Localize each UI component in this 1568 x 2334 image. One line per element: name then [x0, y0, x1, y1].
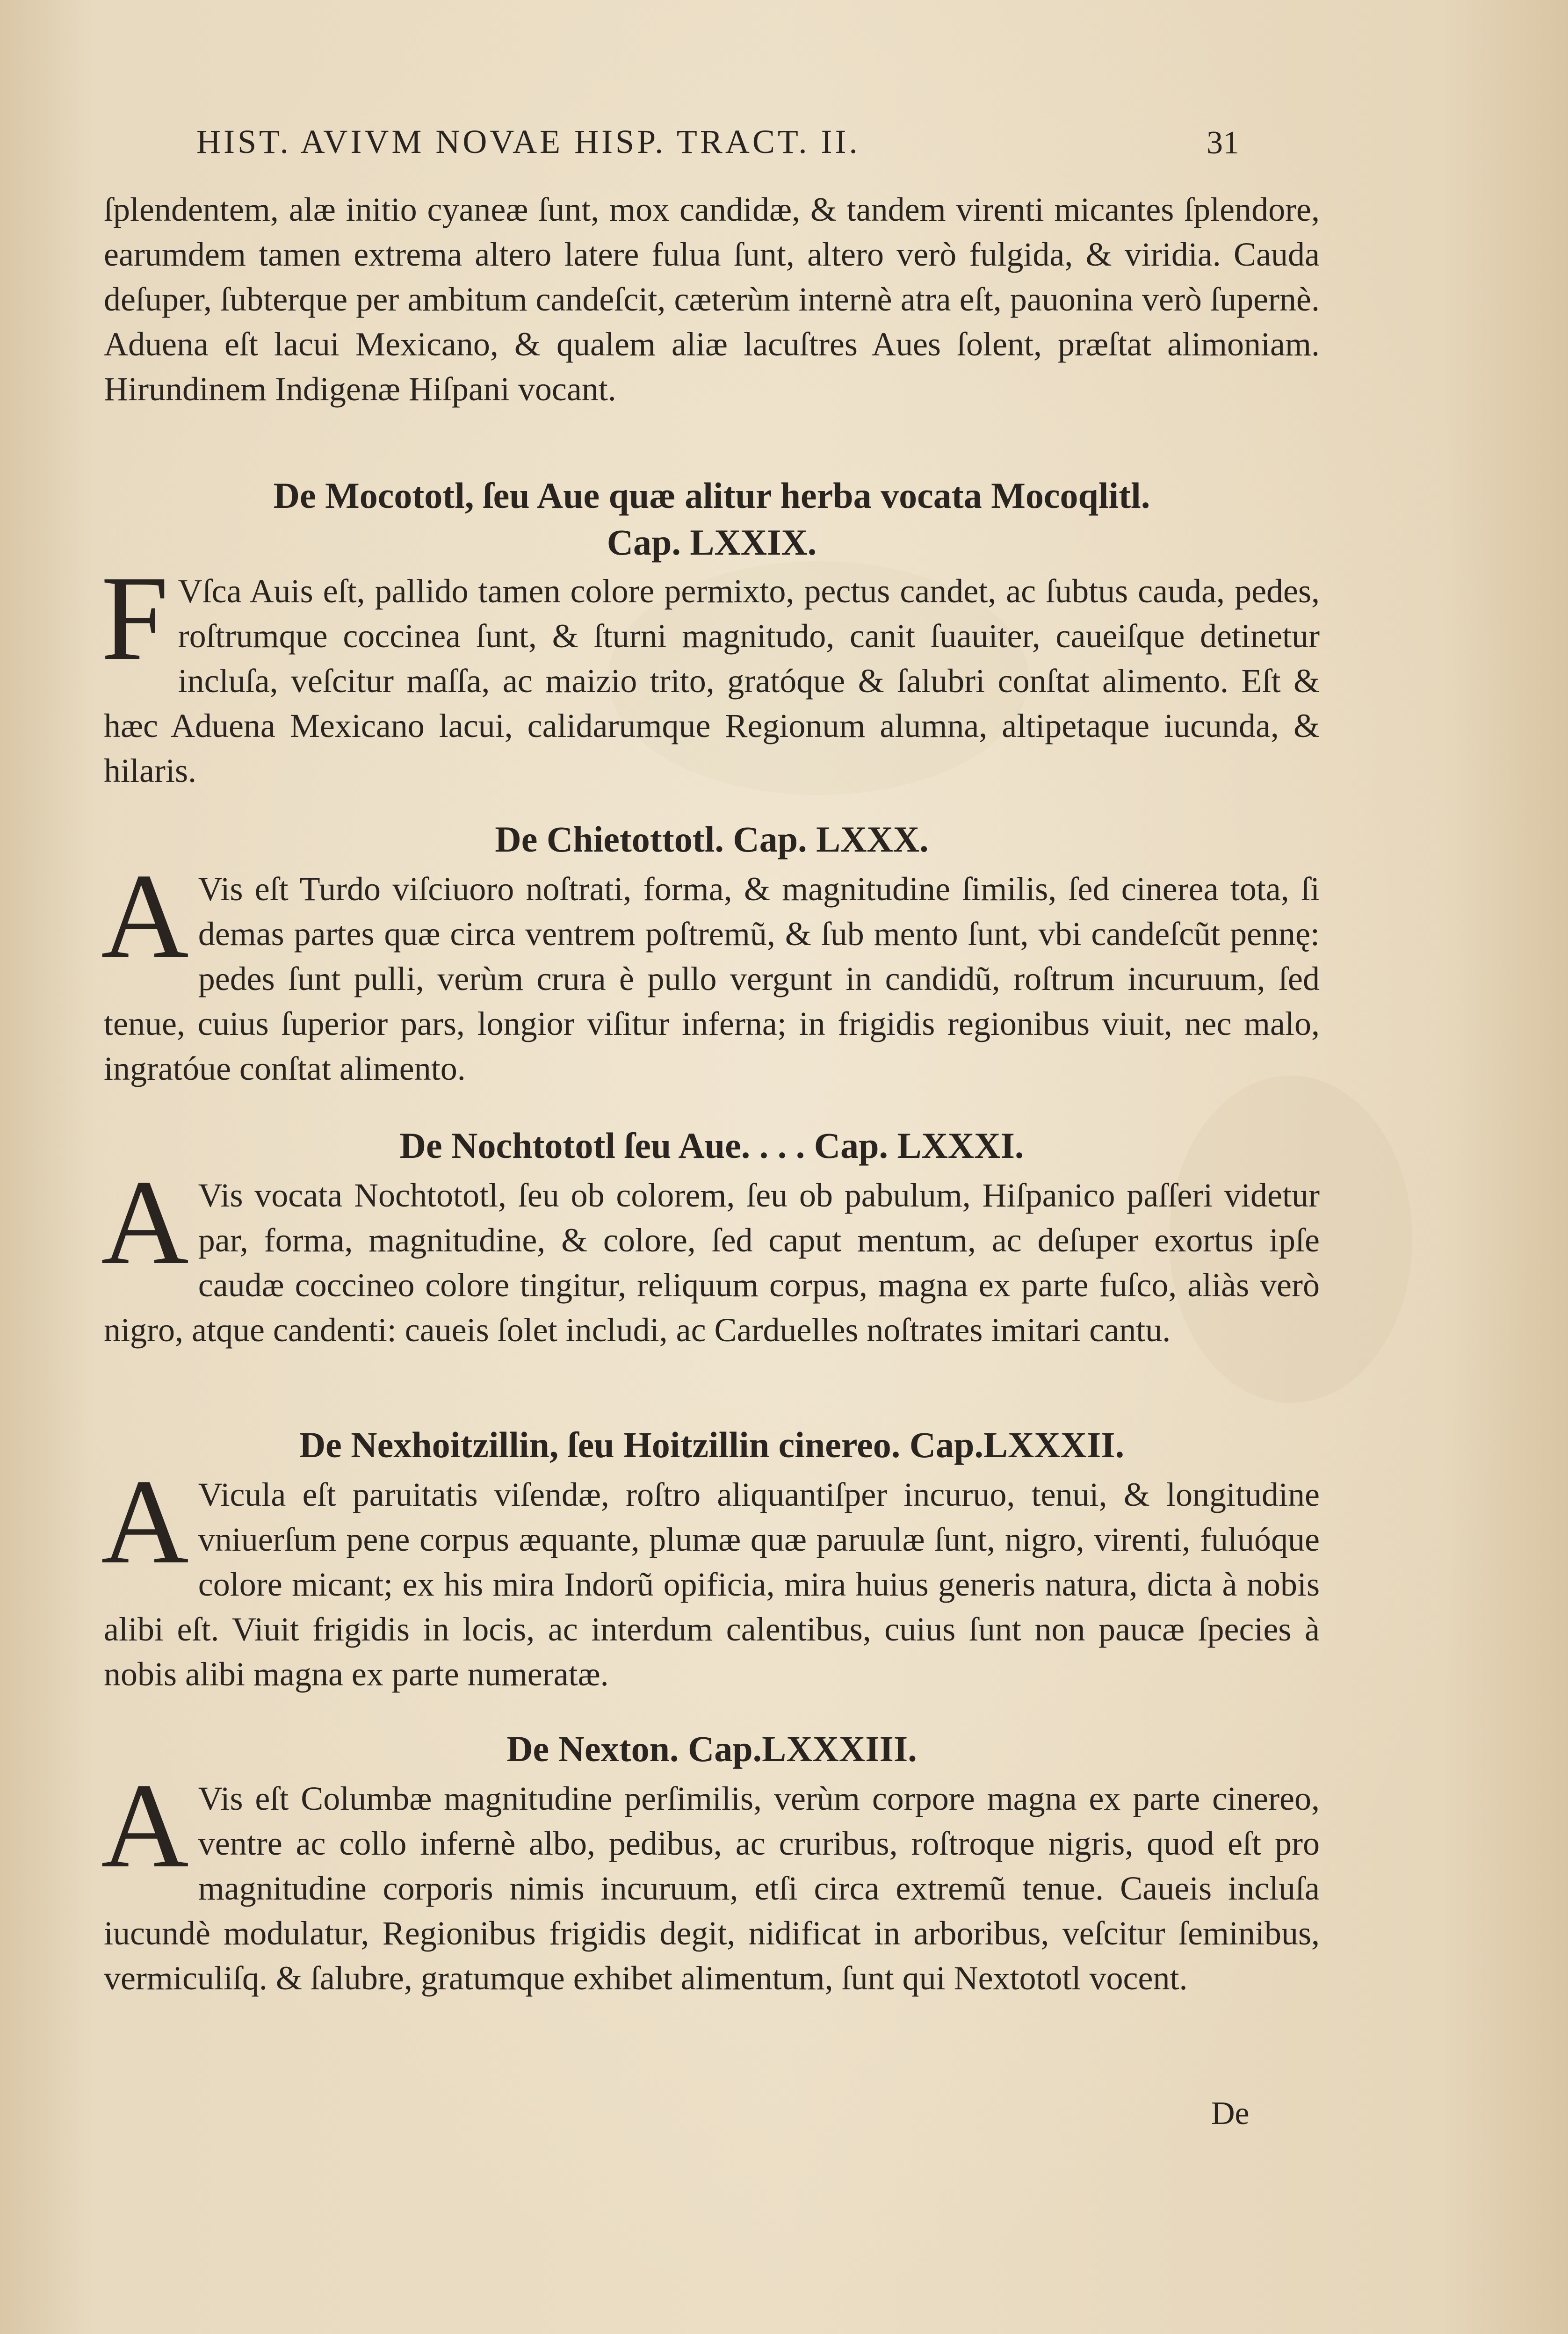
chapter-text: Vis eſt Columbæ magnitudine perſimilis, verùm corpore magna ex parte cinereo, ventre ac collo infernè albo, pedibus, ac cruribus, roſtroque nigris, quod eſt pro magnitudine corporis nimis incuruum, etſi circa extremũ tenue. Caueis incluſa iucundè modulatur, Regionibus frigidis degit, nidificat in arboribus, veſcitur ſeminibus, vermiculiſq. & ſalubre, gratumque exhibet alimentum, ſunt qui Nextototl vocent.: [104, 1780, 1320, 1997]
catchword: De: [1211, 2096, 1250, 2132]
drop-cap: A: [101, 849, 189, 983]
chapter-heading: De Nexhoitzillin, ſeu Hoitzillin cinereo. Cap.LXXXII.: [299, 1424, 1125, 1465]
drop-cap: A: [101, 1454, 189, 1589]
chapter-text: Vſca Auis eſt, pallido tamen colore permixto, pectus candet, ac ſubtus cauda, pedes, roſtrumque coccinea ſunt, & ſturni magnitudo, canit ſuauiter, caueiſque detinetur incluſa, veſcitur maſſa, ac maizio trito, gratóque & ſalubri conſtat alimento. Eſt & hæc Aduena Mexicano lacui, calidarumque Regionum alumna, altipetaque iucunda, & hilaris.: [104, 572, 1320, 789]
chapter-heading: De Chietottotl. Cap. LXXX.: [495, 819, 929, 860]
chapter-lxxx: [101, 816, 1320, 1091]
chapter-lxxxi: [101, 1122, 1320, 1352]
drop-cap: A: [101, 1155, 189, 1290]
chapter-number: Cap. LXXIX.: [607, 522, 817, 563]
chapter-lxxxiii: [101, 1726, 1320, 2001]
chapter-lxxix: [101, 472, 1320, 793]
chapter-text: Vis vocata Nochtototl, ſeu ob colorem, ſeu ob pabulum, Hiſpanico paſſeri videtur par, forma, magnitudine, & colore, ſed caput mentum, ac deſuper exortus ipſe caudæ coccineo colore tingitur, reliquum corpus, magna ex parte fuſco, aliàs verò nigro, atque candenti: caueis ſolet includi, ac Carduelles noſtrates imitari cantu.: [104, 1177, 1320, 1349]
chapter-lxxxii: [101, 1422, 1320, 1697]
chapter-heading: De Mocototl, ſeu Aue quæ alitur herba vocata Mocoqlitl.: [273, 475, 1150, 516]
page-number: 31: [1207, 125, 1239, 161]
intro-paragraph: ſplendentem, alæ initio cyaneæ ſunt, mox candidæ, & tandem virenti micantes ſplendore, earumdem tamen extrema altero latere fulua ſunt, altero verò fulgida, & viridia. Cauda deſuper, ſubterque per ambitum candeſcit, cæterùm internè atra eſt, pauonina verò ſupernè. Aduena eſt lacui Mexicano, & qualem aliæ lacuſtres Aues ſolent, præſtat alimoniam. Hirundinem Indigenæ Hiſpani vocant.: [104, 191, 1320, 408]
running-head: [196, 123, 1239, 174]
chapter-text: Vis eſt Turdo viſciuoro noſtrati, forma, & magnitudine ſimilis, ſed cinerea tota, ſi demas partes quæ circa ventrem poſtremũ, & ſub mento ſunt, vbi candeſcũt pennę: pedes ſunt pulli, verùm crura è pullo vergunt in candidũ, roſtrum incuruum, ſed tenue, cuius ſuperior pars, longior viſitur inferna; in frigidis regionibus viuit, nec malo, ingratóue conſtat alimento.: [104, 870, 1320, 1087]
chapter-text: Vicula eſt paruitatis viſendæ, roſtro aliquantiſper incuruo, tenui, & longitudine vniuerſum pene corpus æquante, plumæ quæ paruulæ ſunt, nigro, virenti, fuluóque colore micant; ex his mira Indorũ opificia, mira huius generis natura, dicta à nobis alibi eſt. Viuit frigidis in locis, ac interdum calentibus, cuius ſunt non paucæ ſpecies à nobis alibi magna ex parte numeratæ.: [104, 1476, 1320, 1693]
chapter-heading: De Nexton. Cap.LXXXIII.: [506, 1728, 917, 1769]
drop-cap: F: [101, 551, 169, 686]
running-title: HIST. AVIVM NOVAE HISP. TRACT. II.: [196, 123, 860, 160]
chapter-heading: De Nochtototl ſeu Aue. . . . Cap. LXXXI.: [399, 1125, 1024, 1166]
intro-block: [104, 187, 1320, 412]
drop-cap: A: [101, 1758, 189, 1893]
